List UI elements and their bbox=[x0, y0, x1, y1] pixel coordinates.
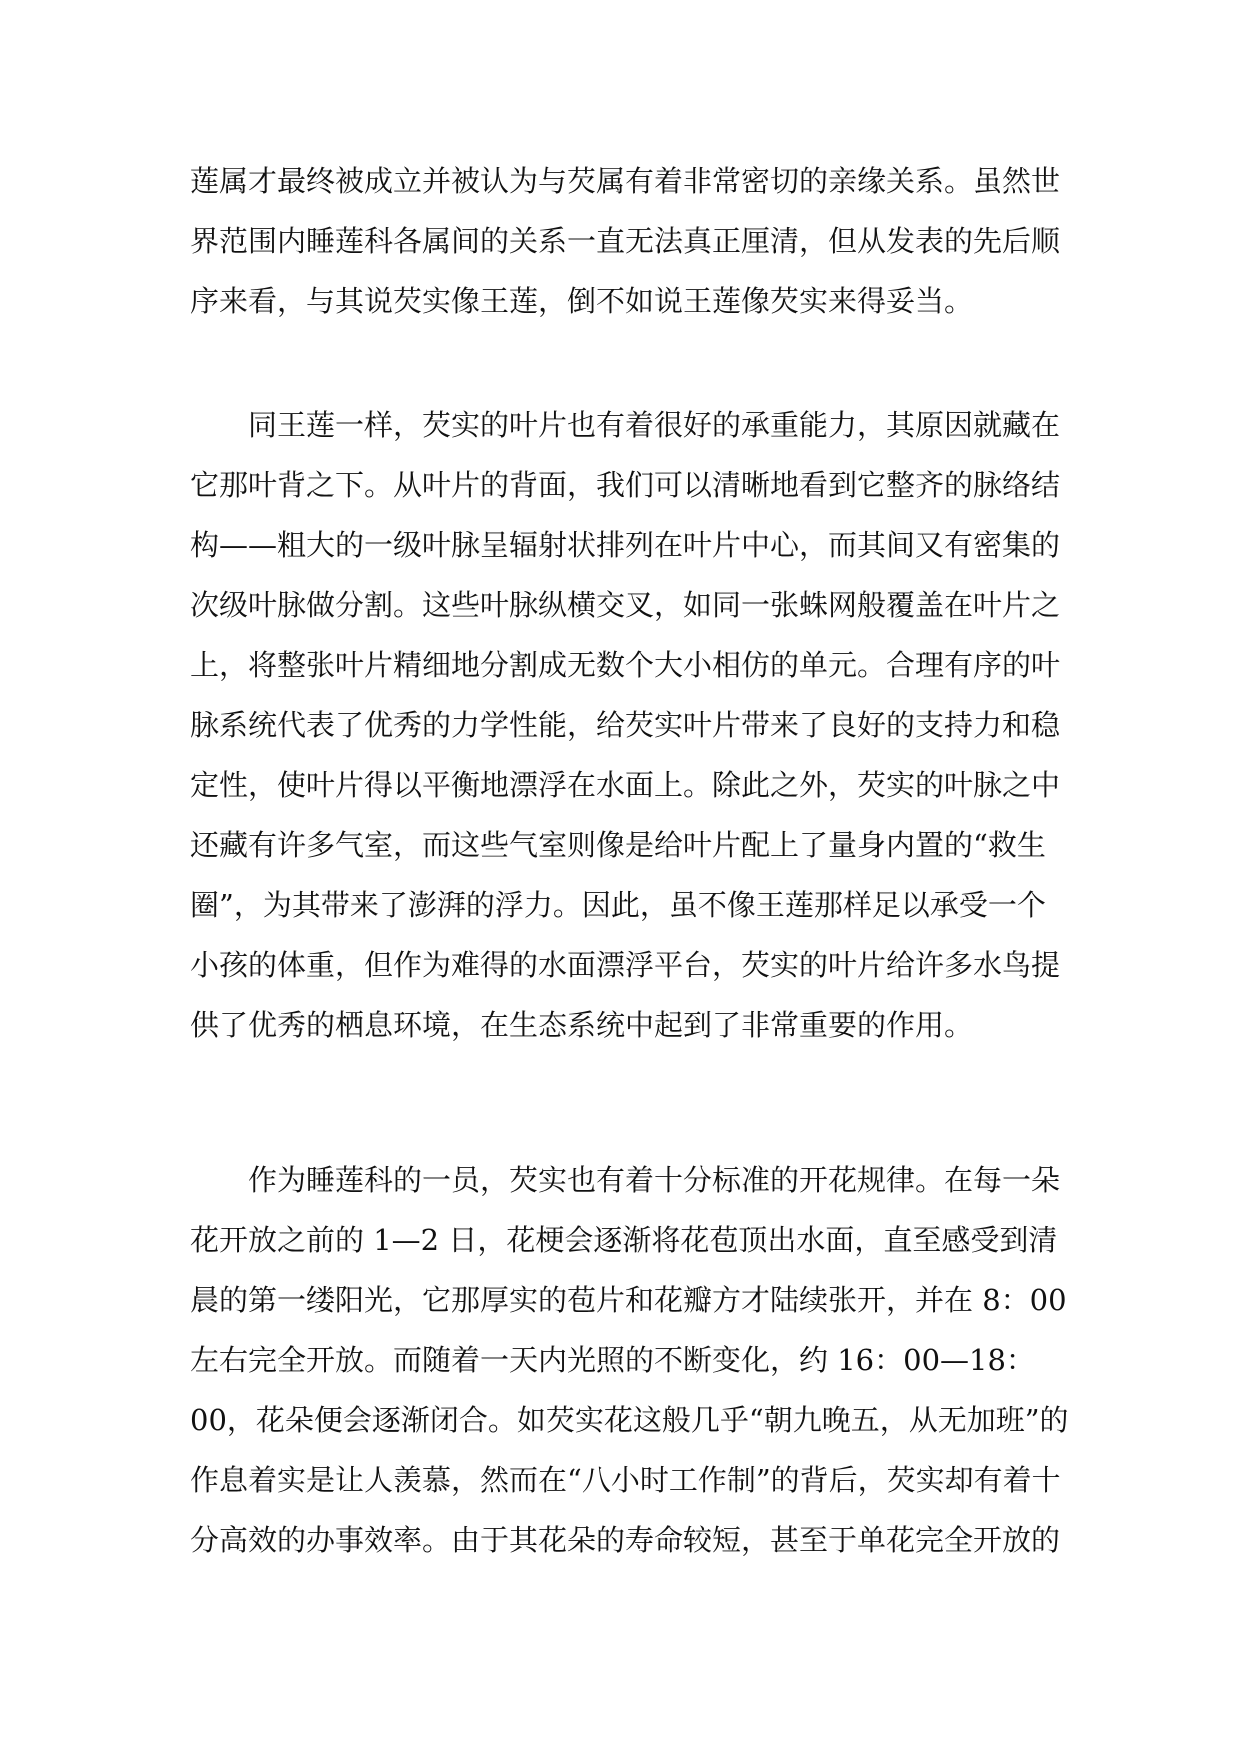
text-line: 还藏有许多气室，而这些气室则像是给叶片配上了量身内置的“救生 bbox=[190, 828, 1046, 862]
paragraph-1 bbox=[190, 151, 1060, 331]
text-line: 定性，使叶片得以平衡地漂浮在水面上。除此之外，芡实的叶脉之中 bbox=[190, 768, 1061, 802]
paragraph-3 bbox=[190, 1150, 1069, 1570]
paragraph-2 bbox=[190, 395, 1060, 1055]
text-line: 脉系统代表了优秀的力学性能，给芡实叶片带来了良好的支持力和稳 bbox=[190, 708, 1061, 742]
text-line: 构——粗大的一级叶脉呈辐射状排列在叶片中心，而其间又有密集的 bbox=[190, 528, 1061, 562]
text-line: 供了优秀的栖息环境，在生态系统中起到了非常重要的作用。 bbox=[190, 1008, 974, 1042]
text-line: 界范围内睡莲科各属间的关系一直无法真正厘清，但从发表的先后顺 bbox=[190, 224, 1061, 258]
text-line: 上，将整张叶片精细地分割成无数个大小相仿的单元。合理有序的叶 bbox=[190, 648, 1061, 682]
text-line: 作息着实是让人羡慕，然而在“八小时工作制”的背后，芡实却有着十 bbox=[190, 1463, 1061, 1497]
text-line: 花开放之前的 1—2 日，花梗会逐渐将花苞顶出水面，直至感受到清 bbox=[190, 1223, 1058, 1257]
text-line: 莲属才最终被成立并被认为与芡属有着非常密切的亲缘关系。虽然世 bbox=[190, 164, 1061, 198]
text-line: 序来看，与其说芡实像王莲，倒不如说王莲像芡实来得妥当。 bbox=[190, 284, 974, 318]
text-line: 小孩的体重，但作为难得的水面漂浮平台，芡实的叶片给许多水鸟提 bbox=[190, 948, 1061, 982]
text-line: 00，花朵便会逐渐闭合。如芡实花这般几乎“朝九晚五，从无加班”的 bbox=[190, 1403, 1069, 1437]
text-line: 作为睡莲科的一员，芡实也有着十分标准的开花规律。在每一朵 bbox=[190, 1163, 1061, 1197]
text-line: 圈”，为其带来了澎湃的浮力。因此，虽不像王莲那样足以承受一个 bbox=[190, 888, 1046, 922]
text-line: 晨的第一缕阳光，它那厚实的苞片和花瓣方才陆续张开，并在 8：00 bbox=[190, 1283, 1067, 1317]
text-line: 左右完全开放。而随着一天内光照的不断变化，约 16：00—18： bbox=[190, 1343, 1035, 1377]
text-line: 次级叶脉做分割。这些叶脉纵横交叉，如同一张蛛网般覆盖在叶片之 bbox=[190, 588, 1061, 622]
text-line: 分高效的办事效率。由于其花朵的寿命较短，甚至于单花完全开放的 bbox=[190, 1523, 1061, 1557]
text-line: 它那叶背之下。从叶片的背面，我们可以清晰地看到它整齐的脉络结 bbox=[190, 468, 1061, 502]
text-line: 同王莲一样，芡实的叶片也有着很好的承重能力，其原因就藏在 bbox=[190, 408, 1061, 442]
